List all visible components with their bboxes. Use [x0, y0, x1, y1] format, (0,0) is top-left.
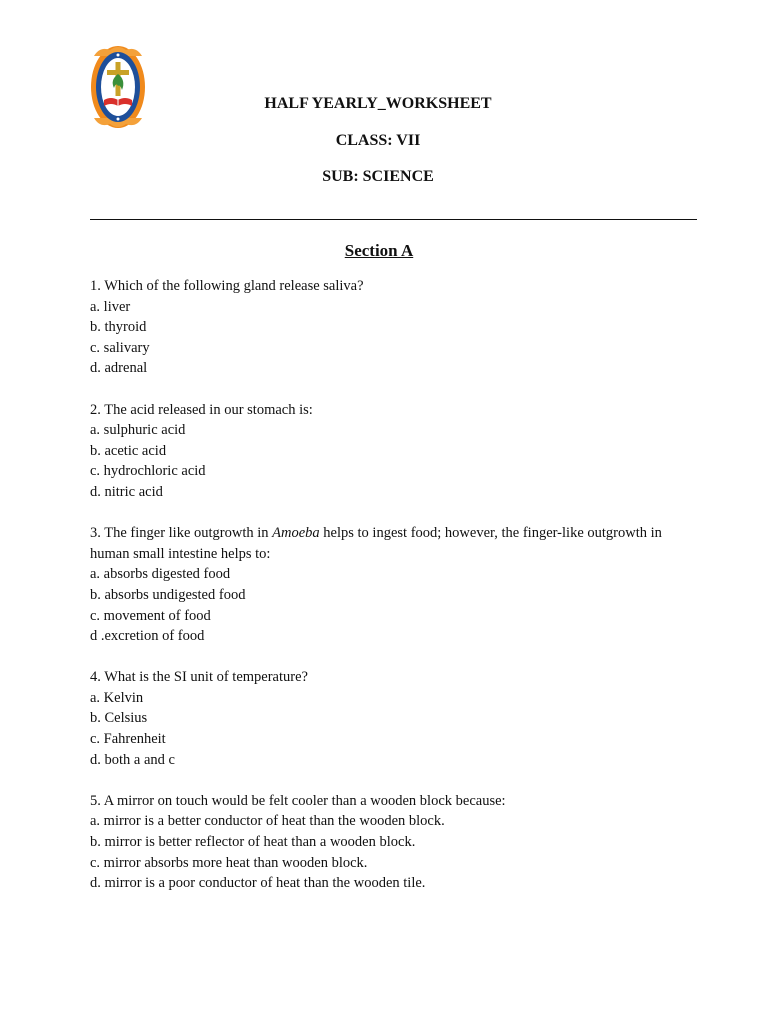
option-b: b. thyroid: [90, 319, 147, 336]
option-b: b. Celsius: [90, 710, 148, 727]
question-text-italic-term: Amoeba: [272, 525, 320, 542]
question-3: [90, 523, 690, 647]
question-text: 5. A mirror on touch would be felt cooler than a wooden block because:: [90, 792, 506, 809]
option-d: d. adrenal: [90, 360, 148, 377]
option-d: d. mirror is a poor conductor of heat than the wooden tile.: [90, 875, 426, 892]
question-text: [90, 523, 690, 564]
option-a: a. liver: [90, 298, 131, 315]
class-label: CLASS: VII: [335, 132, 421, 149]
option-b: b. absorbs undigested food: [90, 586, 246, 603]
question-1: [90, 276, 690, 379]
option-c: c. Fahrenheit: [90, 731, 166, 748]
subject-label: SUB: SCIENCE: [322, 168, 434, 185]
option-c: c. mirror absorbs more heat than wooden block.: [90, 854, 368, 871]
option-c: c. hydrochloric acid: [90, 463, 206, 480]
option-a: a. absorbs digested food: [90, 566, 231, 583]
option-a: a. Kelvin: [90, 689, 144, 706]
question-5: [90, 791, 690, 894]
option-d: d. nitric acid: [90, 483, 163, 500]
school-crest-logo: [90, 44, 146, 130]
question-text-start: 3. The finger like outgrowth in: [90, 525, 273, 542]
question-4: [90, 667, 690, 770]
section-title: Section A: [344, 241, 414, 260]
option-c: c. movement of food: [90, 607, 211, 624]
question-2: [90, 400, 690, 503]
option-c: c. salivary: [90, 339, 150, 356]
question-text: 4. What is the SI unit of temperature?: [90, 669, 308, 686]
header-divider: [90, 219, 697, 220]
question-text-end: helps to ingest food; however, the finger-like outgrowth in human small intestine helps to:: [90, 525, 662, 562]
question-text: 1. Which of the following gland release saliva?: [90, 278, 364, 294]
option-d: d .excretion of food: [90, 628, 205, 645]
option-b: b. acetic acid: [90, 442, 167, 459]
option-a: a. sulphuric acid: [90, 422, 186, 439]
question-text: 2. The acid released in our stomach is:: [90, 401, 313, 418]
option-a: a. mirror is a better conductor of heat than the wooden block.: [90, 813, 445, 830]
option-d: d. both a and c: [90, 751, 175, 768]
option-b: b. mirror is better reflector of heat than a wooden block.: [90, 834, 416, 851]
question-list: [90, 276, 690, 914]
worksheet-title: HALF YEARLY_WORKSHEET: [264, 95, 492, 112]
